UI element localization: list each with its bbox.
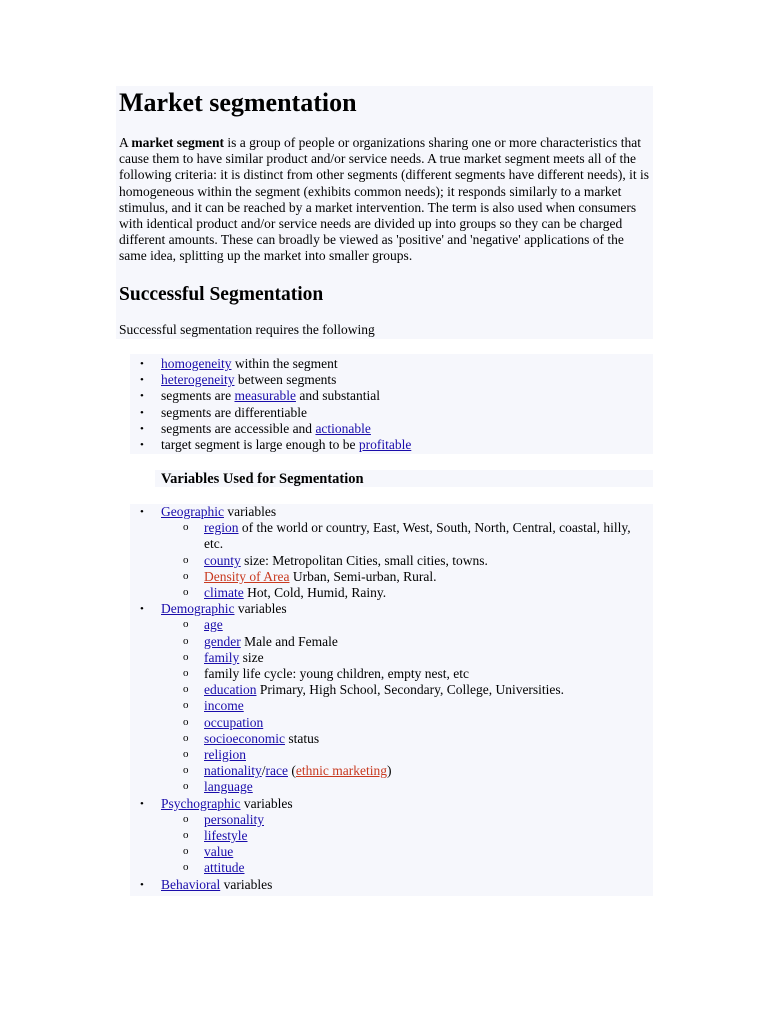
list-item-text: variables <box>220 876 273 892</box>
list-item <box>161 796 651 877</box>
intro-text: is a group of people or organizations sharing one or more characteristics that cause them to have similar product and/or service needs. A true market segment meets all of the following criteria: it is distinct from other segments (different segments have different needs), it is homogeneous within the segment (exhibits common needs); it responds similarly to a market stimulus, and it can be reached by a market intervention. The term is also used when consumers with identical product and/or service needs are divided up into groups so they can be charged different amounts. These can broadly be viewed as 'positive' and 'negative' applications of the same idea, splitting up the market into smaller groups. <box>119 135 649 264</box>
list-item <box>161 601 651 795</box>
page-title: Market segmentation <box>119 88 357 117</box>
education-link[interactable]: education <box>204 682 257 698</box>
list-item-text: size <box>239 649 264 665</box>
list-item <box>204 553 651 569</box>
race-link[interactable]: race <box>265 763 288 779</box>
density-of-area-link[interactable]: Density of Area <box>204 568 290 584</box>
list-item <box>204 779 651 795</box>
list-item-text: target segment is large enough to be <box>161 437 359 453</box>
list-item <box>161 356 411 372</box>
profitable-link[interactable]: profitable <box>358 437 412 453</box>
list-item <box>204 585 651 601</box>
family-link[interactable]: family <box>204 649 240 665</box>
behavioral-link[interactable]: Behavioral <box>161 876 221 892</box>
list-item <box>204 828 651 844</box>
list-item-text: between segments <box>234 372 337 388</box>
list-item-text: segments are <box>161 388 235 404</box>
list-item <box>204 666 651 682</box>
section-title: Successful Segmentation <box>119 284 324 305</box>
list-item <box>161 437 411 453</box>
age-link[interactable]: age <box>204 617 223 633</box>
list-item-text: segments are differentiable <box>161 404 307 420</box>
section-lead: Successful segmentation requires the following <box>119 322 375 337</box>
gender-link[interactable]: gender <box>204 633 241 649</box>
lifestyle-link[interactable]: lifestyle <box>204 828 248 844</box>
ethnic-marketing-link[interactable]: ethnic marketing <box>295 763 387 779</box>
list-item <box>204 731 651 747</box>
demographic-sublist <box>204 617 651 795</box>
list-item-text: segments are accessible and <box>161 420 316 436</box>
demographic-link[interactable]: Demographic <box>161 601 235 617</box>
list-item-text: ) <box>386 763 392 779</box>
list-item <box>204 569 651 585</box>
list-item <box>161 504 651 601</box>
heterogeneity-link[interactable]: heterogeneity <box>161 372 235 388</box>
list-item <box>161 388 411 404</box>
list-item-text: / <box>261 763 266 779</box>
list-item-text: Male and Female <box>240 633 338 649</box>
income-link[interactable]: income <box>204 698 244 714</box>
list-item-text: Primary, High School, Secondary, College, Universities. <box>256 682 565 698</box>
list-item-text: status <box>284 730 320 746</box>
list-item <box>161 372 411 388</box>
geographic-link[interactable]: Geographic <box>161 504 224 519</box>
list-item-text: size: Metropolitan Cities, small cities, towns. <box>240 552 488 568</box>
intro-lead: A <box>119 135 132 150</box>
list-item-text: of the world or country, East, West, South, North, Central, coastal, hilly, etc. <box>204 520 631 552</box>
list-item-text: Hot, Cold, Humid, Rainy. <box>243 585 387 601</box>
list-item <box>161 877 651 893</box>
list-item <box>204 860 651 876</box>
list-item-text: variables <box>223 504 277 519</box>
variables-title: Variables Used for Segmentation <box>161 471 364 487</box>
religion-link[interactable]: religion <box>204 747 246 763</box>
language-link[interactable]: language <box>204 779 253 795</box>
list-item-text: ( <box>288 763 296 779</box>
psychographic-sublist <box>204 812 651 877</box>
geographic-sublist <box>204 520 651 601</box>
list-item <box>204 747 651 763</box>
list-item <box>204 682 651 698</box>
value-link[interactable]: value <box>204 844 234 860</box>
list-item <box>204 520 651 552</box>
actionable-link[interactable]: actionable <box>315 420 371 436</box>
list-item <box>204 844 651 860</box>
region-link[interactable]: region <box>204 520 239 536</box>
list-item-text: Urban, Semi-urban, Rural. <box>289 568 437 584</box>
measurable-link[interactable]: measurable <box>234 388 296 404</box>
criteria-list <box>161 356 411 453</box>
personality-link[interactable]: personality <box>204 811 264 827</box>
list-item-text: variables <box>240 795 293 811</box>
list-item <box>161 405 411 421</box>
list-item <box>204 650 651 666</box>
variables-list <box>161 504 651 893</box>
list-item <box>161 421 411 437</box>
homogeneity-link[interactable]: homogeneity <box>161 356 232 371</box>
attitude-link[interactable]: attitude <box>204 860 245 876</box>
nationality-link[interactable]: nationality <box>204 763 262 779</box>
list-item-text: within the segment <box>231 356 338 371</box>
occupation-link[interactable]: occupation <box>204 714 264 730</box>
list-item <box>204 715 651 731</box>
intro-term: market segment <box>131 135 224 150</box>
list-item-text: family life cycle: young children, empty nest, etc <box>204 666 470 682</box>
climate-link[interactable]: climate <box>204 585 244 601</box>
list-item-text: and substantial <box>295 388 380 404</box>
list-item <box>204 634 651 650</box>
psychographic-link[interactable]: Psychographic <box>161 795 241 811</box>
intro-paragraph <box>119 135 654 265</box>
county-link[interactable]: county <box>204 552 241 568</box>
list-item <box>204 812 651 828</box>
socioeconomic-link[interactable]: socioeconomic <box>204 730 285 746</box>
list-item-text: variables <box>234 601 287 617</box>
list-item <box>204 763 651 779</box>
list-item <box>204 617 651 633</box>
list-item <box>204 698 651 714</box>
